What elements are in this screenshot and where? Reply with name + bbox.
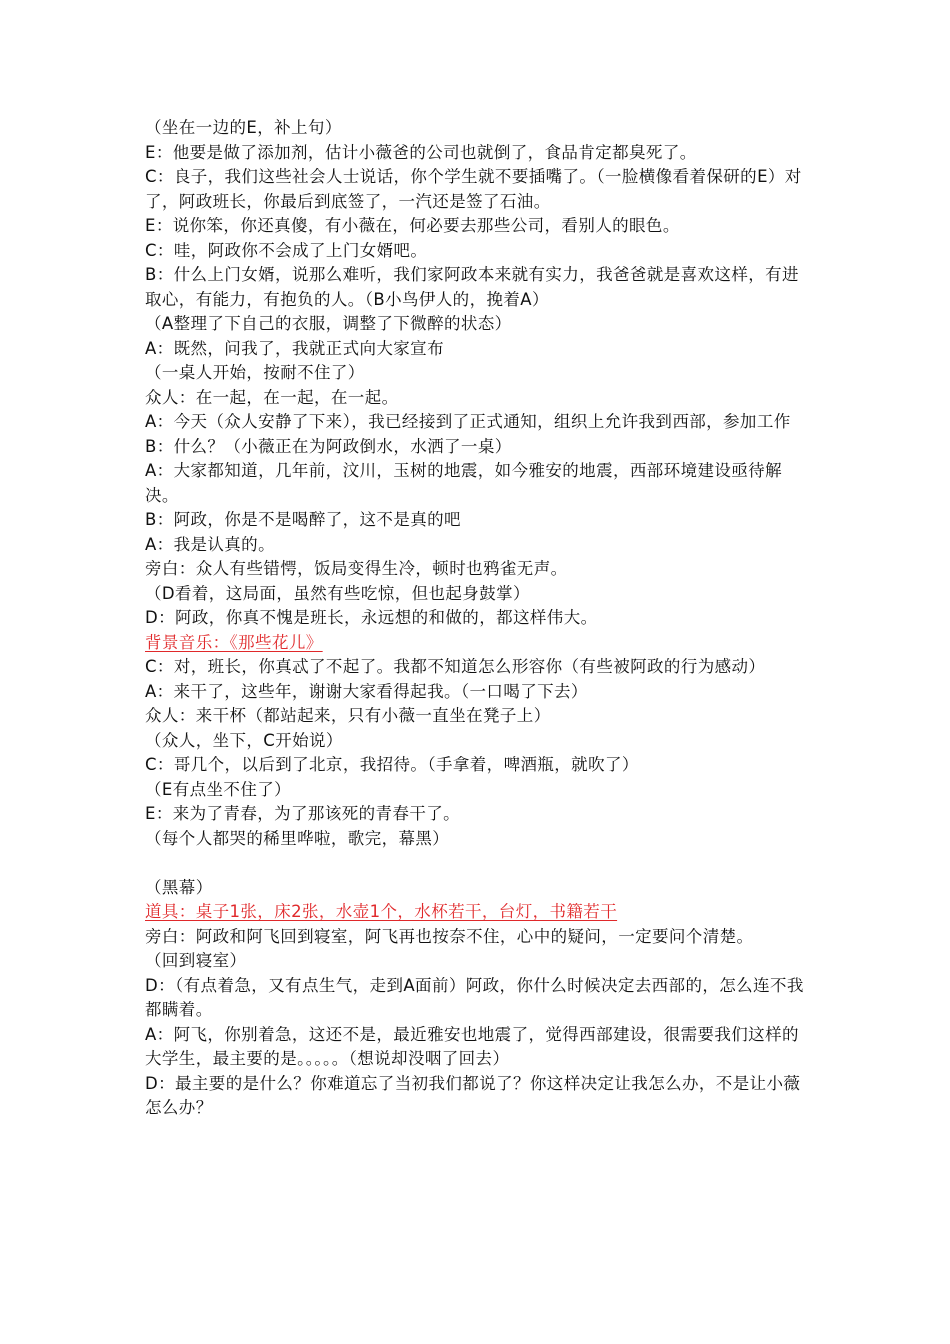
stage-direction: （D看着，这局面，虽然有些吃惊，但也起身鼓掌） — [145, 583, 530, 603]
blank-line — [145, 851, 810, 876]
dialogue-line: B：什么？（小薇正在为阿政倒水，水洒了一桌） — [145, 436, 512, 456]
stage-direction: （每个人都哭的稀里哗啦，歌完，幕黑） — [145, 828, 450, 848]
dialogue-line: 众人：在一起，在一起，在一起。 — [145, 387, 399, 407]
dialogue-line: C：良子，我们这些社会人士说话，你个学生就不要插嘴了。（一脸横像看着保研的E）对了，阿政班长，你最后到底签了，一汽还是签了石油。 — [145, 167, 802, 211]
stage-direction: （回到寝室） — [145, 951, 247, 970]
dialogue-line: 众人：来干杯（都站起来，只有小薇一直坐在凳子上） — [145, 706, 551, 725]
stage-direction: （E有点坐不住了） — [145, 779, 292, 799]
narration-line: 旁白：阿政和阿飞回到寝室，阿飞再也按奈不住，心中的疑问，一定要问个清楚。 — [145, 926, 754, 946]
dialogue-line: D：最主要的是什么？你难道忘了当初我们都说了？你这样决定让我怎么办，不是让小薇怎么办？ — [145, 1073, 801, 1117]
dialogue-line: A：今天（众人安静了下来），我已经接到了正式通知，组织上允许我到西部，参加工作 — [145, 412, 791, 431]
dialogue-line: A：既然，问我了，我就正式向大家宣布 — [145, 338, 444, 358]
dialogue-line: C：对，班长，你真忒了不起了。我都不知道怎么形容你（有些被阿政的行为感动） — [145, 657, 766, 676]
dialogue-line: D：阿政，你真不愧是班长，永远想的和做的，都这样伟大。 — [145, 608, 598, 627]
scene-blackout: （黑幕） — [145, 877, 213, 897]
dialogue-line: A：大家都知道，几年前，汶川，玉树的地震，如今雅安的地震，西部环境建设亟待解决。 — [145, 461, 782, 505]
dialogue-line: E：来为了青春，为了那该死的青春干了。 — [145, 804, 461, 823]
dialogue-line: A：阿飞，你别着急，这还不是，最近雅安也地震了，觉得西部建设，很需要我们这样的大学生，最主要的是。。。。。（想说却没咽了回去） — [145, 1024, 799, 1068]
narration-line: 旁白：众人有些错愕，饭局变得生冷，顿时也鸦雀无声。 — [145, 559, 568, 578]
stage-direction: （A整理了下自己的衣服，调整了下微醉的状态） — [145, 314, 512, 333]
stage-direction: （坐在一边的E，补上句） — [145, 118, 342, 137]
stage-direction: （一桌人开始，按耐不住了） — [145, 363, 365, 382]
dialogue-line: A：我是认真的。 — [145, 534, 275, 554]
dialogue-line: B：阿政，你是不是喝醉了，这不是真的吧 — [145, 510, 461, 529]
props-note — [145, 900, 810, 925]
dialogue-line: C：哇，阿政你不会成了上门女婿吧。 — [145, 240, 428, 260]
dialogue-line: C：哥几个，以后到了北京，我招待。（手拿着，啤酒瓶，就吹了） — [145, 755, 639, 774]
dialogue-line: E：他要是做了添加剂，估计小薇爸的公司也就倒了，食品肯定都臭死了。 — [145, 142, 697, 162]
dialogue-line: E：说你笨，你还真傻，有小薇在，何必要去那些公司，看别人的眼色。 — [145, 216, 680, 235]
script-page — [145, 116, 810, 1121]
music-note — [145, 631, 810, 656]
props-note-text: 道具：桌子1张，床2张，水壶1个，水杯若干，台灯，书籍若干 — [145, 902, 618, 921]
dialogue-line: A：来干了，这些年，谢谢大家看得起我。（一口喝了下去） — [145, 681, 588, 701]
stage-direction: （众人，坐下，C开始说） — [145, 730, 343, 750]
music-note-text: 背景音乐：《那些花儿》 — [145, 632, 323, 652]
dialogue-line: D：（有点着急，又有点生气，走到A面前）阿政，你什么时候决定去西部的，怎么连不我都瞒着。 — [145, 975, 804, 1019]
dialogue-line: B：什么上门女婿，说那么难听，我们家阿政本来就有实力，我爸爸就是喜欢这样，有进取心，有能力，有抱负的人。（B小鸟伊人的，挽着A） — [145, 265, 799, 309]
